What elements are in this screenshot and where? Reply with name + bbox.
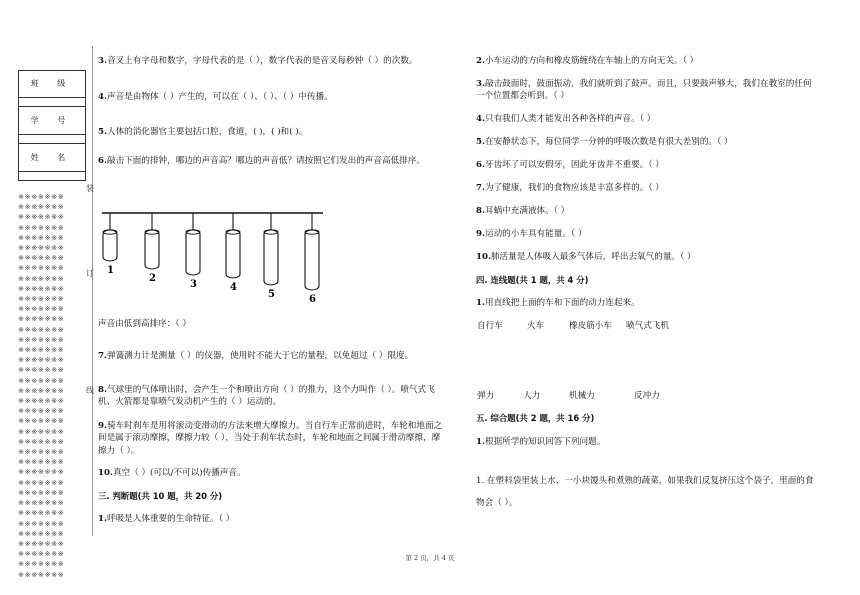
judge-9 [476,228,816,240]
question-number: 8. [98,385,107,395]
judge-6 [476,159,816,171]
question-number: 4. [476,114,485,124]
vehicle-jet-plane[interactable]: 喷气式飞机 [626,321,669,331]
question-3 [98,55,446,67]
question-text: 为了健康，我们的食物应该是丰富多样的。（ ） [484,183,664,193]
question-number: 3. [476,79,485,89]
chime-label: 3 [190,279,197,290]
question-number: 6. [98,156,107,166]
section-4-heading: 四. 连线题(共 1 题，共 4 分) [476,275,589,285]
vehicle-bicycle[interactable]: 自行车 [477,321,503,331]
question-7 [98,350,446,362]
question-text: 耳蜗中充满液体。（ ） [484,206,570,216]
judge-4 [476,113,816,125]
question-text: 运动的小车具有能量。（ ） [484,229,587,239]
vehicle-train[interactable]: 火车 [527,321,545,331]
question-5 [98,126,446,138]
question-text: 肺活量是人体吸入最多气体后，呼出去氧气的量。（ ） [490,252,696,262]
chime-label: 5 [268,289,275,300]
question-number: 1. [98,514,107,524]
binding-mark-3: 线 [86,386,94,395]
judge-3 [476,78,816,103]
question-text: 弹簧测力计是测量（ ）的仪器，使用时不能大于它的量程，以免超过（ ）限度。 [106,351,414,361]
judge-5 [476,136,816,148]
question-text: 只有我们人类才能发出各种各样的声音。（ ） [484,114,656,124]
question-number: 2. [476,56,485,66]
question-text: 人体的消化器官主要包括口腔，食道，( )，( )和( )。 [106,127,308,137]
binding-line [92,46,93,536]
section-3-heading: 三. 判断题(共 10 题，共 20 分) [98,491,223,501]
chime-label: 2 [149,273,156,284]
question-6 [98,150,446,172]
chime-label: 4 [230,282,237,293]
question-text: 在安静状态下，每位同学一分钟的呼吸次数是有很大差别的。（ ） [484,137,733,147]
page-footer: 第 2 页，共 4 页 [405,554,455,562]
comprehensive-1 [476,436,816,448]
question-text: 用直线把上面的车和下面的动力连起来。 [484,298,640,308]
question-8 [98,384,446,409]
question-text: 敲击鼓面时，鼓面振动，我们就听到了鼓声。而且，只要鼓声够大，我们在教室的任何一个位置都会听到。（ ） [476,79,812,102]
question-number: 5. [476,137,485,147]
binding-mark-1: 装 [86,184,94,193]
question-text: 根据所学的知识回答下列问题。 [484,437,606,447]
matching-1 [476,297,816,309]
judge-10 [476,251,816,263]
question-number: 6. [476,160,485,170]
class-label: 班 级 [18,70,86,98]
question-4 [98,91,446,103]
name-label: 姓 名 [18,144,86,172]
answer-line: 声音由低到高排序：（ ） [98,319,191,329]
question-6-answer [98,318,446,330]
question-number: 10. [98,468,113,478]
comprehensive-1-sub: 1. 在塑料袋里装上水、一小块馒头和煮熟的蔬菜，如果我们反复挤压这个袋子，里面的食物会（ ）。 [476,476,814,509]
question-text: 牙齿坏了可以安假牙，因此牙齿并不重要。（ ） [484,160,664,170]
force-human[interactable]: 人力 [523,391,541,401]
question-number: 7. [476,183,485,193]
question-number: 8. [476,206,485,216]
judge-1 [98,513,446,525]
judge-8 [476,205,816,217]
question-text: 真空（ ）(可以/不可以)传播声音。 [112,468,246,478]
force-recoil[interactable]: 反冲力 [634,391,660,401]
binding-mark-2: 订 [86,269,94,278]
question-text: 声音是由物体（ ）产生的，可以在（ ）、（ ）、（ ）中传播。 [106,92,333,102]
question-text: 音叉上有字母和数字，字母代表的是（ ），数字代表的是音叉每秒钟（ ）的次数。 [106,56,418,66]
question-number: 5. [98,127,107,137]
question-number: 10. [476,252,491,262]
name-field[interactable] [18,172,86,181]
question-number: 4. [98,92,107,102]
question-text: 骑车时刹车是用将滚动变滑动的方法来增大摩擦力。当自行车正常前进时，车轮和地面之间是属于滚动摩擦，摩擦力较（ ），当处于刹车状态时，车轮和地面之间属于滑动摩擦，摩擦力（ ）。 [98,421,443,456]
question-number: 3. [98,56,107,66]
chime-label: 6 [309,294,316,305]
number-field[interactable] [18,135,86,144]
chime-tube [305,230,319,290]
chime-label: 1 [107,265,114,276]
chime-tube [145,230,159,269]
chime-tube [264,230,278,285]
question-text: 敲击下面的排钟，哪边的声音高？哪边的声音低？请按照它们发出的声音高低排序。 [106,156,425,166]
question-text: 气球里的气体喷出时，会产生一个和喷出方向（ ）的推力，这个力叫作（ ）。喷气式飞机、火箭都是靠喷气发动机产生的（ ）运动的。 [98,385,435,408]
class-field[interactable] [18,98,86,107]
question-number: 9. [98,421,107,431]
judge-7 [476,182,816,194]
question-number: 7. [98,351,107,361]
vehicle-rubber-band-car[interactable]: 橡皮筋小车 [569,321,612,331]
question-number: 1. [476,437,485,447]
question-number: 9. [476,229,485,239]
question-9 [98,420,446,457]
question-text: 小车运动的方向和橡皮筋缠绕在车轴上的方向无关。（ ） [484,56,699,66]
judge-2 [476,55,816,67]
section-5-heading: 五. 综合题(共 2 题，共 16 分) [476,413,595,423]
student-info-box [18,70,86,181]
chime-tube [226,230,240,278]
chime-tube [186,230,200,275]
binding-pattern: ※※※※※※※ ※※※※※※※ ※※※※※※※ ※※※※※※※ ※※※※※※※ ※※※※※※※ ※※※※※※※ ※※※※※※※ ※※※※※※※ ※※※※※※※ ※※※※※※※ ※※※※※※※ ※※※※※※※ ※※※※※※※ ※※※※※※※ ※※※※※※※ ※※※※※※※ ※※※※※※※ ※※※※※※※ ※※※※※※※ ※※※※※※※ ※※※※※※※ ※※※※※※※ ※※※※※※※ ※※※※※※※ ※※※※※※※ ※※※※※※※ ※※※※※※※ ※※※※※※※ ※※※※※※※ ※※※※※※※ ※※※※※※※ ※※※※※※※ ※※※※※※※ ※※※※※※※ ※※※※※※※ ※※※※※※※ ※※※※※※※ [18,192,65,579]
chimes-figure [98,205,338,310]
force-mechanical[interactable]: 机械力 [569,391,595,401]
question-text: 呼吸是人体重要的生命特征。（ ） [106,514,235,524]
question-10 [98,467,446,479]
force-elastic[interactable]: 弹力 [477,391,495,401]
question-number: 1. [476,298,485,308]
number-label: 学 号 [18,107,86,135]
